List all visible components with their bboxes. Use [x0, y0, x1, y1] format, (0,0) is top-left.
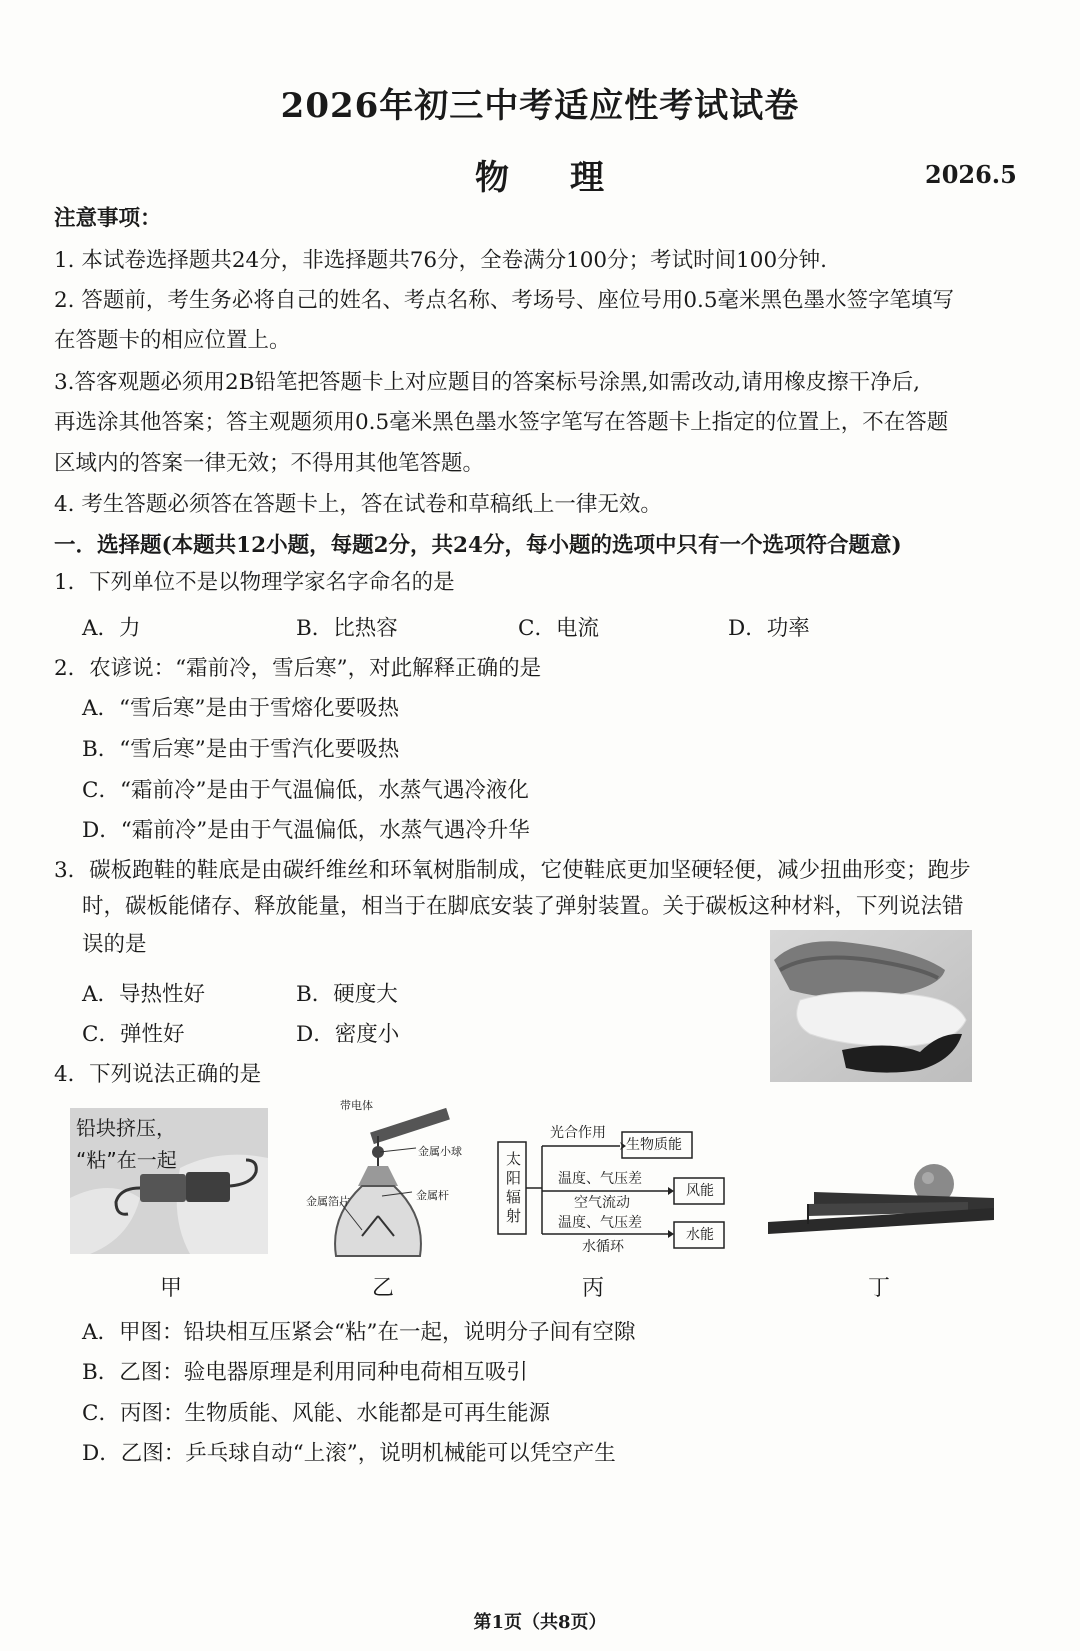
notice-line: 1. 本试卷选择题共24分，非选择题共76分，全卷满分100分；考试时间100分钟. [54, 248, 827, 273]
figure-bing-photosynthesis-label: 光合作用 [550, 1125, 606, 1141]
figure-bing-hydro-label: 水能 [686, 1227, 714, 1243]
question-4-option-d: D．乙图：乒乓球自动“上滚”，说明机械能可以凭空产生 [82, 1441, 616, 1466]
question-3-option-b: B．硬度大 [296, 982, 398, 1007]
figure-yi-electroscope [300, 1096, 470, 1268]
question-4-option-b: B．乙图：验电器原理是利用同种电荷相互吸引 [82, 1360, 528, 1385]
notice-line: 在答题卡的相应位置上。 [54, 328, 291, 353]
notice-line: 3.答客观题必须用2B铅笔把答题卡上对应题目的答案标号涂黑,如需改动,请用橡皮擦干净后, [54, 370, 920, 395]
figure-jia-label-1: 铅块挤压， [76, 1116, 176, 1140]
notice-line: 4. 考生答题必须答在答题卡上，答在试卷和草稿纸上一律无效。 [54, 492, 662, 517]
question-1-option-c: C．电流 [518, 616, 599, 641]
subject-title [0, 150, 1080, 199]
exam-date: 2026.5 [925, 160, 1017, 189]
question-3-stem-line: 3．碳板跑鞋的鞋底是由碳纤维丝和环氧树脂制成，它使鞋底更加坚硬轻便，减少扭曲形变；跑步 [54, 858, 971, 883]
question-3-option-d: D．密度小 [296, 1022, 400, 1047]
question-2-option-a: A．“雪后寒”是由于雪熔化要吸热 [82, 696, 400, 721]
figure-bing-biomass-label: 生物质能 [626, 1137, 682, 1153]
page-number-footer: 第1页（共8页） [473, 1612, 607, 1633]
question-4-option-a: A．甲图：铅块相互压紧会“粘”在一起，说明分子间有空隙 [82, 1320, 636, 1345]
question-3-stem-line: 时，碳板能储存、释放能量，相当于在脚底安装了弹射装置。关于碳板这种材料，下列说法错 [82, 894, 964, 919]
question-1-option-b: B．比热容 [296, 616, 398, 641]
question-4-stem: 4．下列说法正确的是 [54, 1062, 262, 1087]
question-3-option-c: C．弹性好 [82, 1022, 185, 1047]
subject-char-1: 物 [475, 158, 510, 198]
subject-char-2: 理 [570, 158, 605, 198]
notice-heading: 注意事项： [54, 206, 162, 231]
figure-bing-sun-label: 太阳辐射 [506, 1150, 522, 1225]
carbon-shoe-photo [770, 930, 972, 1082]
figure-bing-air-flow-label: 空气流动 [574, 1195, 630, 1211]
figure-jia-label-2: “粘”在一起 [76, 1148, 177, 1172]
figure-ding-ball-on-rails [768, 1150, 996, 1242]
figure-ding-caption: 丁 [868, 1276, 891, 1301]
question-1-option-a: A．力 [82, 616, 141, 641]
question-2-option-c: C．“霜前冷”是由于气温偏低，水蒸气遇冷液化 [82, 778, 529, 803]
section-heading: 一．选择题(本题共12小题，每题2分，共24分，每小题的选项中只有一个选项符合题意) [54, 533, 902, 558]
figure-yi-metal-rod-label: 金属杆 [416, 1189, 449, 1202]
notice-line: 2. 答题前，考生务必将自己的姓名、考点名称、考场号、座位号用0.5毫米黑色墨水签字笔填写 [54, 288, 955, 313]
exam-title: 2026年初三中考适应性考试试卷 [280, 86, 800, 126]
figure-yi-metal-foil-label: 金属箔片 [306, 1195, 350, 1208]
question-3-option-a: A．导热性好 [82, 982, 206, 1007]
notice-line: 再选涂其他答案；答主观题须用0.5毫米黑色墨水签字笔写在答题卡上指定的位置上，不在答题 [54, 410, 949, 435]
figure-yi-caption: 乙 [372, 1276, 395, 1301]
figure-bing-temp-pressure-1-label: 温度、气压差 [558, 1171, 642, 1187]
question-1-stem: 1．下列单位不是以物理学家名字命名的是 [54, 570, 455, 595]
figure-bing-temp-pressure-2-label: 温度、气压差 [558, 1215, 642, 1231]
figure-yi-charged-body-label: 带电体 [340, 1099, 373, 1112]
question-2-option-d: D．“霜前冷”是由于气温偏低，水蒸气遇冷升华 [82, 818, 530, 843]
figure-yi-metal-ball-label: 金属小球 [418, 1145, 462, 1158]
question-3-stem-line: 误的是 [82, 932, 147, 957]
notice-line: 区域内的答案一律无效；不得用其他笔答题。 [54, 451, 485, 476]
question-2-option-b: B．“雪后寒”是由于雪汽化要吸热 [82, 737, 400, 762]
figure-bing-water-cycle-label: 水循环 [582, 1239, 624, 1255]
figure-bing-wind-label: 风能 [686, 1183, 714, 1199]
question-4-option-c: C．丙图：生物质能、风能、水能都是可再生能源 [82, 1401, 550, 1426]
figure-bing-caption: 丙 [582, 1276, 605, 1301]
figure-jia-caption: 甲 [160, 1276, 183, 1301]
question-2-stem: 2．农谚说：“霜前冷，雪后寒”，对此解释正确的是 [54, 656, 542, 681]
question-1-option-d: D．功率 [728, 616, 810, 641]
